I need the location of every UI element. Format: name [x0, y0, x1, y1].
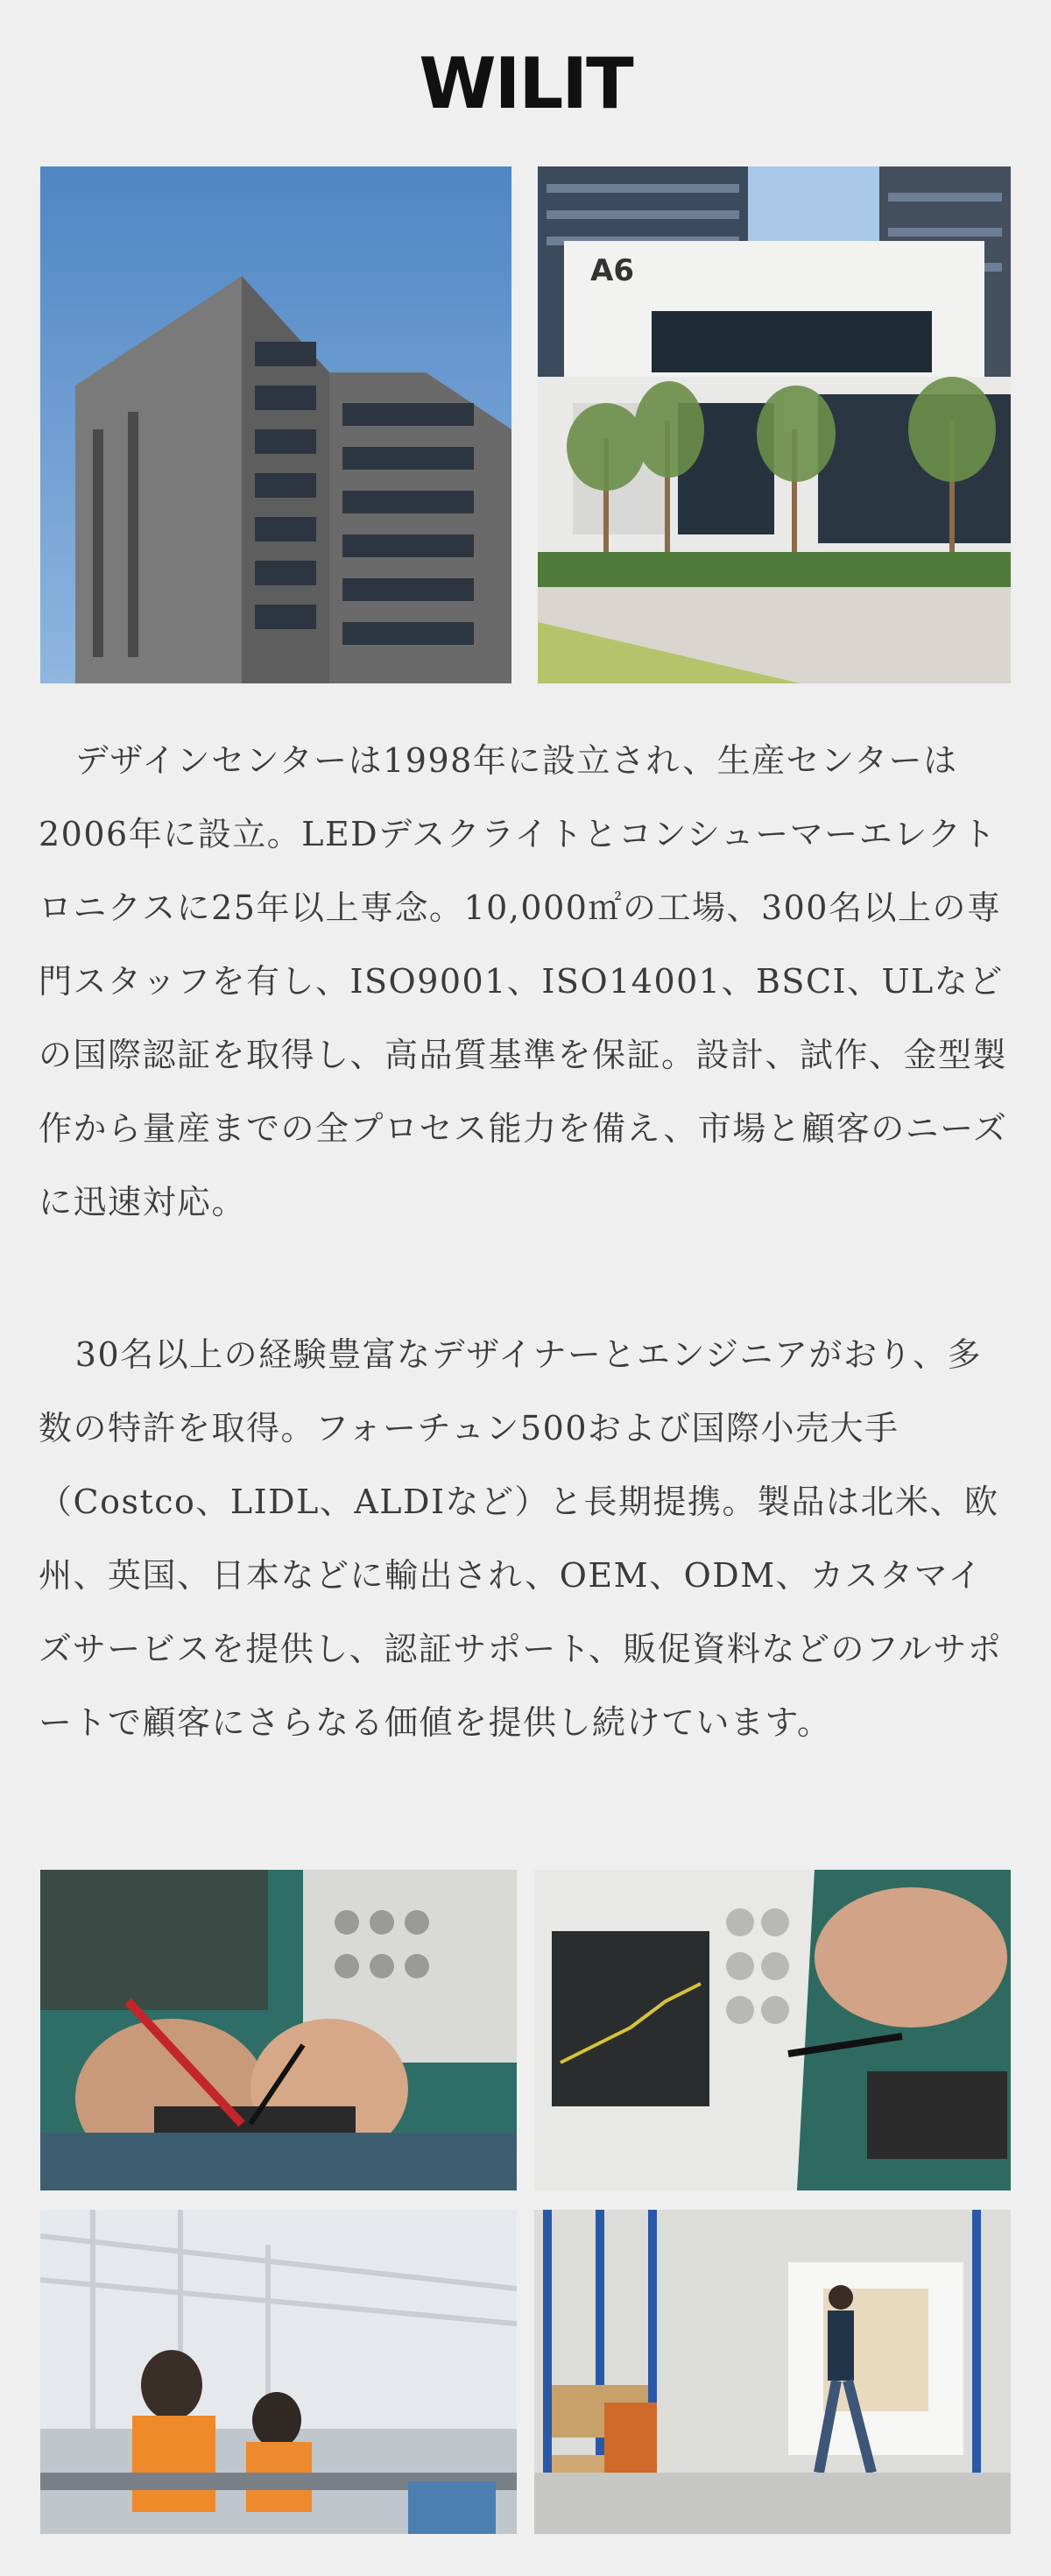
intro-paragraph-1: デザインセンターは1998年に設立され、生産センターは2006年に設立。LEDデスクライトとコンシューマーエレクトロニクスに25年以上専念。10,000㎡の工場、300名以上の専門スタッフを有し、ISO9001、ISO14001、BSCI、ULなどの国際認証を取得し、高品質基準を保証。設計、試作、金型製作から量産までの全プロセス能力を備え、市場と顧客のニーズに迅速対応。 [39, 741, 1008, 1221]
a6-building-photo [538, 166, 1011, 683]
oscilloscope-photo [534, 1870, 1011, 2190]
brand-logo [0, 35, 1051, 131]
building-sign: A6 [590, 253, 634, 288]
soldering-photo [40, 1870, 517, 2190]
logo-text: WILIT [419, 42, 632, 124]
warehouse-photo [534, 2210, 1011, 2534]
production-line-photo [40, 2210, 517, 2534]
office-building-photo [40, 166, 511, 683]
intro-paragraph-2: 30名以上の経験豊富なデザイナーとエンジニアがおり、多数の特許を取得。フォーチュン500および国際小売大手（Costco、LIDL、ALDIなど）と長期提携。製品は北米、欧州、英国、日本などに輸出され、OEM、ODM、カスタマイズサービスを提供し、認証サポート、販促資料などのフルサポートで顧客にさらなる価値を提供し続けています。 [39, 1335, 1003, 1742]
